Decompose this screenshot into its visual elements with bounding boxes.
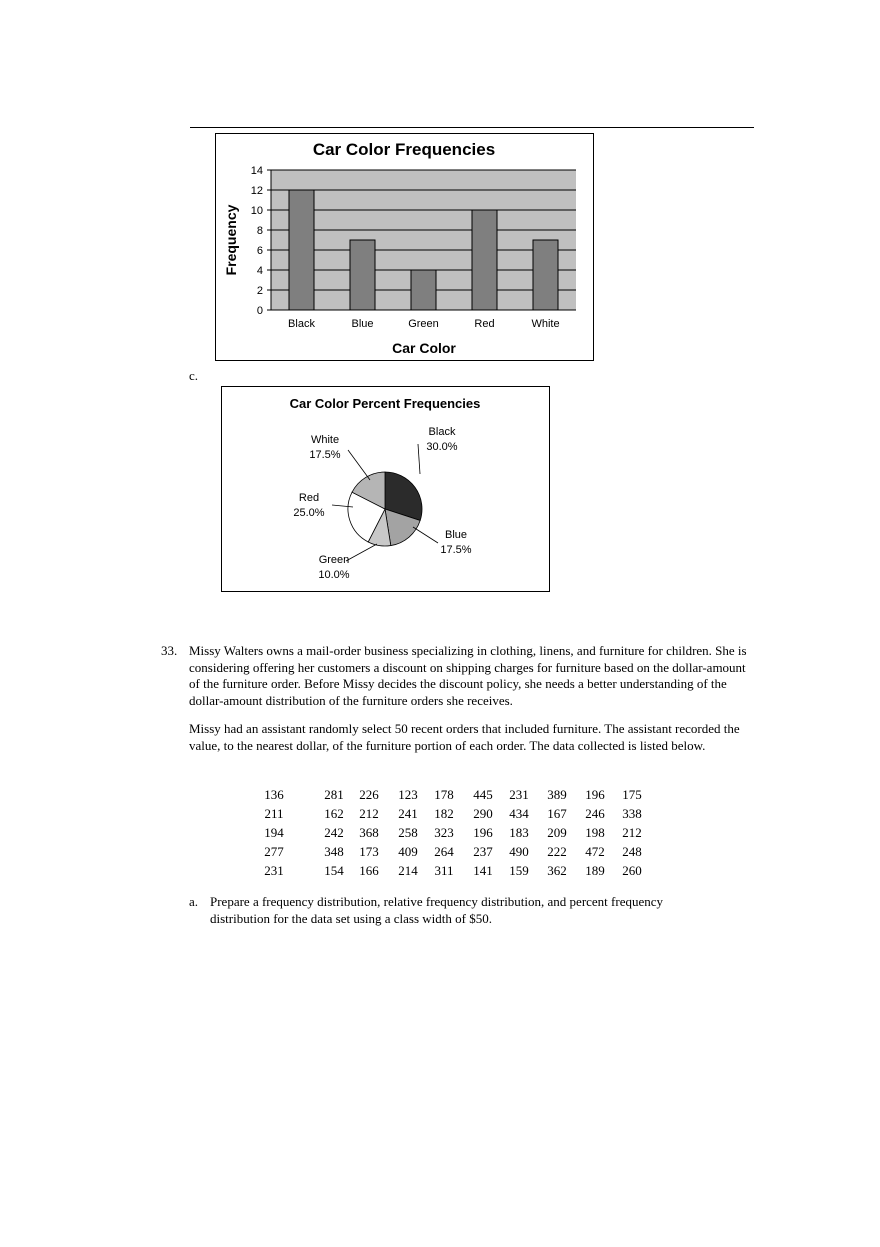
table-cell: 123 — [398, 787, 418, 802]
table-cell: 178 — [434, 787, 454, 802]
bar-category-label: White — [531, 318, 560, 330]
table-cell: 183 — [509, 825, 529, 840]
bar-category-label: Green — [408, 318, 439, 330]
table-cell: 338 — [622, 806, 642, 821]
pie-leader-line — [348, 450, 370, 480]
table-cell: 173 — [359, 844, 379, 859]
bar-category-label: Black — [288, 318, 315, 330]
table-cell: 323 — [434, 825, 454, 840]
bar-chart-figure — [215, 133, 594, 361]
pie-leader-line — [346, 544, 377, 561]
table-cell: 162 — [324, 806, 344, 821]
table-cell: 348 — [324, 844, 344, 859]
table-cell: 222 — [547, 844, 567, 859]
table-cell: 159 — [509, 863, 529, 878]
part-a — [189, 894, 709, 927]
table-cell: 154 — [324, 863, 344, 878]
table-cell: 196 — [585, 787, 605, 802]
question-number: 33. — [161, 643, 178, 658]
bar-y-tick-label: 4 — [256, 265, 263, 277]
table-cell: 141 — [473, 863, 493, 878]
pie-leader-line — [418, 444, 420, 474]
bar-chart-ylabel: Frequency — [223, 204, 239, 276]
table-cell: 277 — [264, 844, 284, 859]
table-cell: 368 — [359, 825, 379, 840]
pie-slice-percent: 25.0% — [293, 507, 325, 519]
pie-leader-line — [413, 527, 438, 543]
pie-slice-percent: 17.5% — [309, 449, 341, 461]
bar-y-tick-label: 6 — [256, 245, 263, 257]
table-cell: 214 — [398, 863, 418, 878]
bar-category-label: Red — [474, 318, 495, 330]
pie-slice-percent: 17.5% — [440, 544, 472, 556]
table-cell: 211 — [264, 806, 284, 821]
pie-chart-title: Car Color Percent Frequencies — [289, 396, 481, 411]
pie-chart-figure — [221, 386, 550, 592]
part-a-label: a. — [189, 894, 199, 909]
table-row — [0, 844, 880, 862]
table-cell: 260 — [622, 863, 642, 878]
bar-white — [533, 240, 558, 310]
bar-y-tick-label: 10 — [250, 205, 263, 217]
table-cell: 237 — [473, 844, 493, 859]
table-cell: 434 — [509, 806, 529, 821]
table-cell: 167 — [547, 806, 567, 821]
table-cell: 241 — [398, 806, 418, 821]
pie-chart — [222, 387, 549, 591]
top-rule — [190, 127, 754, 128]
pie-slice-percent: 30.0% — [426, 441, 458, 453]
table-cell: 246 — [585, 806, 605, 821]
part-a-text: Prepare a frequency distribution, relative frequency distribution, and percent frequency distribution for the data set using a class width of $50. — [210, 894, 664, 926]
table-cell: 264 — [434, 844, 454, 859]
table-cell: 175 — [622, 787, 642, 802]
table-cell: 189 — [585, 863, 605, 878]
table-cell: 258 — [398, 825, 418, 840]
bar-green — [411, 270, 436, 310]
bar-category-label: Blue — [351, 318, 374, 330]
question-paragraph-2: Missy had an assistant randomly select 50 recent orders that included furniture. The assistant recorded the value, to the nearest dollar, of the furniture portion of each order. The data collected is listed below. — [189, 721, 740, 753]
bar-y-tick-label: 12 — [250, 185, 263, 197]
table-cell: 196 — [473, 825, 493, 840]
table-cell: 212 — [359, 806, 379, 821]
table-cell: 311 — [434, 863, 454, 878]
bar-chart — [216, 134, 593, 360]
table-cell: 472 — [585, 844, 605, 859]
table-cell: 290 — [473, 806, 493, 821]
bar-black — [289, 190, 314, 310]
table-cell: 212 — [622, 825, 642, 840]
table-cell: 362 — [547, 863, 567, 878]
bar-blue — [350, 240, 375, 310]
table-cell: 231 — [264, 863, 284, 878]
part-c-label: c. — [189, 368, 199, 383]
bar-chart-title: Car Color Frequencies — [312, 140, 496, 159]
table-cell: 198 — [585, 825, 605, 840]
pie-slice-name: Black — [428, 426, 456, 438]
table-cell: 194 — [264, 825, 284, 840]
bar-y-tick-label: 14 — [250, 165, 263, 177]
pie-slice-name: Green — [318, 554, 350, 566]
bar-red — [472, 210, 497, 310]
table-row — [0, 825, 880, 843]
question-paragraph-1: Missy Walters owns a mail-order business specializing in clothing, linens, and furniture for children. She is considering offering her customers a discount on shipping charges for furniture based on the dollar-amount of the furniture order. Before Missy decides the discount policy, she needs a better understanding of the dollar-amount distribution of the furniture orders she receives. — [189, 643, 747, 708]
pie-slice-name: White — [310, 434, 340, 446]
table-cell: 409 — [398, 844, 418, 859]
table-row — [0, 863, 880, 881]
table-cell: 226 — [359, 787, 379, 802]
table-row — [0, 806, 880, 824]
pie-slice-name: Red — [298, 492, 320, 504]
table-cell: 136 — [264, 787, 284, 802]
table-cell: 231 — [509, 787, 529, 802]
bar-chart-xlabel: Car Color — [392, 340, 456, 356]
table-cell: 209 — [547, 825, 567, 840]
bar-y-tick-label: 2 — [256, 285, 263, 297]
table-row — [0, 787, 880, 805]
table-cell: 242 — [324, 825, 344, 840]
pie-slice-name: Blue — [444, 529, 468, 541]
table-cell: 182 — [434, 806, 454, 821]
bar-y-tick-label: 8 — [256, 225, 263, 237]
table-cell: 281 — [324, 787, 344, 802]
table-cell: 248 — [622, 844, 642, 859]
table-cell: 389 — [547, 787, 567, 802]
bar-y-tick-label: 0 — [256, 305, 263, 317]
table-cell: 490 — [509, 844, 529, 859]
table-cell: 445 — [473, 787, 493, 802]
pie-slice-percent: 10.0% — [318, 569, 350, 581]
table-cell: 166 — [359, 863, 379, 878]
